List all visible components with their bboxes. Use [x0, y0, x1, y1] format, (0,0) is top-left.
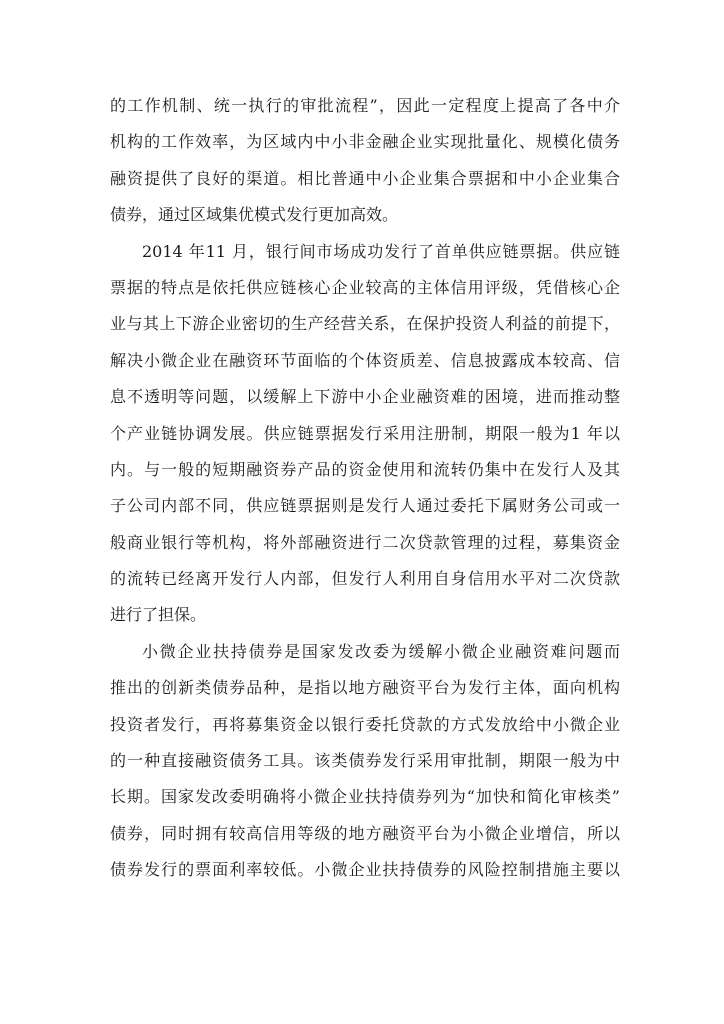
text-line: 的工作机制、统一执行的审批流程”，因此一定程度上提高了各中介 — [110, 96, 620, 115]
text-line: 2014 年11 月，银行间市场成功发行了首单供应链票据。供应链 — [142, 241, 620, 261]
text-line: 子公司内部不同，供应链票据则是发行人通过委托下属财务公司或一 — [110, 496, 620, 516]
text-line: 机构的工作效率，为区域内中小非金融企业实现批量化、规模化债务 — [110, 132, 620, 152]
text-line: 内。与一般的短期融资券产品的资金使用和流转仍集中在发行人及其 — [110, 459, 620, 479]
document-body — [110, 88, 620, 889]
text-line: 解决小微企业在融资环节面临的个体资质差、信息披露成本较高、信 — [110, 350, 620, 370]
text-line: 业与其上下游企业密切的生产经营关系，在保护投资人利益的前提下， — [110, 314, 620, 334]
text-line: 投资者发行，再将募集资金以银行委托贷款的方式发放给中小微企业 — [110, 714, 620, 734]
text-line: 债券发行的票面利率较低。小微企业扶持债券的风险控制措施主要以 — [110, 860, 620, 880]
text-line: 进行了担保。 — [110, 605, 207, 625]
text-line: 小微企业扶持债券是国家发改委为缓解小微企业融资难问题而 — [142, 641, 620, 661]
text-line: 债券，同时拥有较高信用等级的地方融资平台为小微企业增信，所以 — [110, 823, 620, 843]
text-line: 息不透明等问题，以缓解上下游中小企业融资难的困境，进而推动整 — [110, 387, 620, 407]
text-line: 债券，通过区域集优模式发行更加高效。 — [110, 205, 399, 225]
text-line: 般商业银行等机构，将外部融资进行二次贷款管理的过程，募集资金 — [110, 532, 620, 552]
text-line: 长期。国家发改委明确将小微企业扶持债券列为“加快和简化审核类” — [110, 787, 620, 807]
text-line: 的一种直接融资债务工具。该类债券发行采用审批制，期限一般为中 — [110, 751, 620, 771]
text-line: 推出的创新类债券品种，是指以地方融资平台为发行主体，面向机构 — [110, 678, 620, 698]
text-line: 融资提供了良好的渠道。相比普通中小企业集合票据和中小企业集合 — [110, 168, 620, 188]
text-line: 票据的特点是依托供应链核心企业较高的主体信用评级，凭借核心企 — [110, 277, 620, 297]
text-line: 个产业链协调发展。供应链票据发行采用注册制，期限一般为1 年以 — [110, 423, 620, 443]
text-line: 的流转已经离开发行人内部，但发行人利用自身信用水平对二次贷款 — [110, 569, 620, 589]
